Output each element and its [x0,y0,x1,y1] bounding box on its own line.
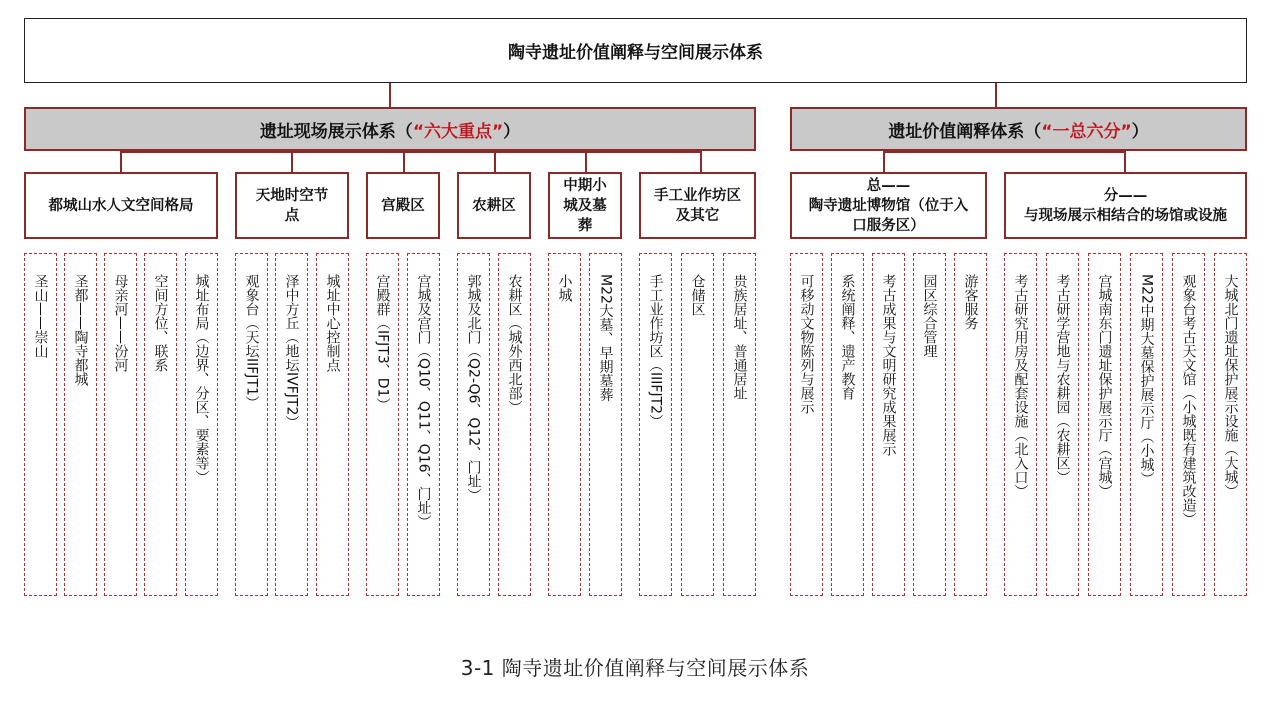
leaf-text: 大城北门遗址保护展示设施（大城） [1222,274,1239,498]
category-museum-prefix: 总—— [866,177,911,194]
leaf-text: 宫殿群（IFJT3、D1） [374,274,391,412]
leaf-item [366,253,399,596]
connector-left-drop [389,151,391,152]
system-onsite-label: 遗址现场展示体系（ [259,121,413,142]
leaf-text: M22大墓、早期墓葬 [597,274,614,402]
leaf-item [681,253,714,596]
leaf-item [831,253,864,596]
leaf-item [589,253,622,596]
category-palace-area: 宫殿区 [366,172,440,239]
leaf-text: 手工业作坊区（IIIFJT2） [647,274,664,429]
leaf-text: 空间方位、联系 [152,274,169,372]
leaf-item [913,253,946,596]
leaf-item [407,253,440,596]
system-onsite-display [24,107,756,151]
category-museum-text: 陶寺遗址博物馆（位于入口服务区） [808,197,969,234]
leaf-item [548,253,581,596]
leaf-text: 考古成果与文明研究成果展示 [880,274,897,456]
leaf-text: 圣都——陶寺都城 [72,274,89,386]
connector-cat7-up [883,151,885,172]
leaf-text: 圣山——崇山 [32,274,49,358]
leaf-text: 可移动文物陈列与展示 [798,274,815,414]
leaf-item [954,253,987,596]
category-museum-total [790,172,987,239]
connector-cat6-up [700,151,702,172]
connector-cat3-up [403,151,405,172]
system-value-suffix: ） [1131,121,1149,142]
leaf-item [1046,253,1079,596]
category-capital-landscape: 都城山水人文空间格局 [24,172,218,239]
leaf-item [104,253,137,596]
leaf-item [316,253,349,596]
connector-root-down-right [995,83,997,107]
leaf-item [235,253,268,596]
leaf-text: 泽中方丘（地坛IVFJT2） [283,274,300,430]
leaf-item [457,253,490,596]
leaf-item [275,253,308,596]
connector-cat5-up [585,151,587,172]
leaf-text: 游客服务 [962,274,979,330]
leaf-item [1214,253,1247,596]
leaf-text: 考古研究用房及配套设施（北入口） [1012,274,1029,498]
category-facilities-branch [1004,172,1247,239]
leaf-text: 观象台（天坛IIFJT1） [243,274,260,410]
leaf-item [498,253,531,596]
system-value-interpretation [790,107,1247,151]
leaf-text: 园区综合管理 [921,274,938,358]
leaf-text: 宫城南东门遗址保护展示厅（宫城） [1096,274,1113,498]
diagram-title: 陶寺遗址价值阐释与空间展示体系 [24,18,1247,83]
system-value-highlight: “一总六分” [1041,121,1132,142]
leaf-text: 小城 [556,274,573,302]
leaf-text: 系统阐释、遗产教育 [839,274,856,400]
system-value-label: 遗址价值阐释体系（ [888,121,1042,142]
leaf-item [185,253,218,596]
system-onsite-suffix: ） [503,121,521,142]
leaf-text: 宫城及宫门（Q10、Q11、Q16、门址） [415,274,432,529]
leaf-text: 城址布局（边界、分区、要素等） [193,274,210,484]
leaf-text: 城址中心控制点 [324,274,341,372]
leaf-text: 仓储区 [689,274,706,316]
figure-caption: 3-1 陶寺遗址价值阐释与空间展示体系 [460,656,810,680]
leaf-text: M22中期大墓保护展示厅（小城） [1138,274,1155,486]
leaf-item [1004,253,1037,596]
category-facilities-prefix: 分—— [1103,187,1148,204]
leaf-text: 贵族居址、普通居址 [731,274,748,400]
leaf-text: 观象台考古天文馆（小城既有建筑改造） [1180,274,1197,526]
category-farming-area: 农耕区 [457,172,531,239]
leaf-item [144,253,177,596]
leaf-item [1172,253,1205,596]
category-middle-small-city: 中期小城及墓葬 [548,172,622,239]
leaf-item [1130,253,1163,596]
leaf-item [24,253,57,596]
connector-right-bus [883,151,1125,153]
leaf-text: 母亲河——汾河 [112,274,129,372]
leaf-item [1088,253,1121,596]
leaf-item [872,253,905,596]
category-time-space-nodes: 天地时空节点 [235,172,349,239]
connector-root-down [389,83,391,107]
leaf-text: 农耕区（城外西北部） [506,274,523,414]
leaf-item [639,253,672,596]
category-facilities-text: 与现场展示相结合的场馆或设施 [1024,207,1227,224]
connector-cat2-up [291,151,293,172]
connector-cat8-up [1124,151,1126,172]
leaf-text: 考古研学营地与农耕园（农耕区） [1054,274,1071,484]
connector-left-bus [120,151,701,153]
leaf-item [790,253,823,596]
leaf-item [723,253,756,596]
category-handicraft-area: 手工业作坊区及其它 [639,172,756,239]
connector-cat4-up [494,151,496,172]
leaf-item [64,253,97,596]
connector-cat1-up [120,151,122,172]
leaf-text: 郭城及北门（Q2-Q6、Q12、门址） [465,274,482,503]
system-onsite-highlight: “六大重点” [412,121,504,142]
